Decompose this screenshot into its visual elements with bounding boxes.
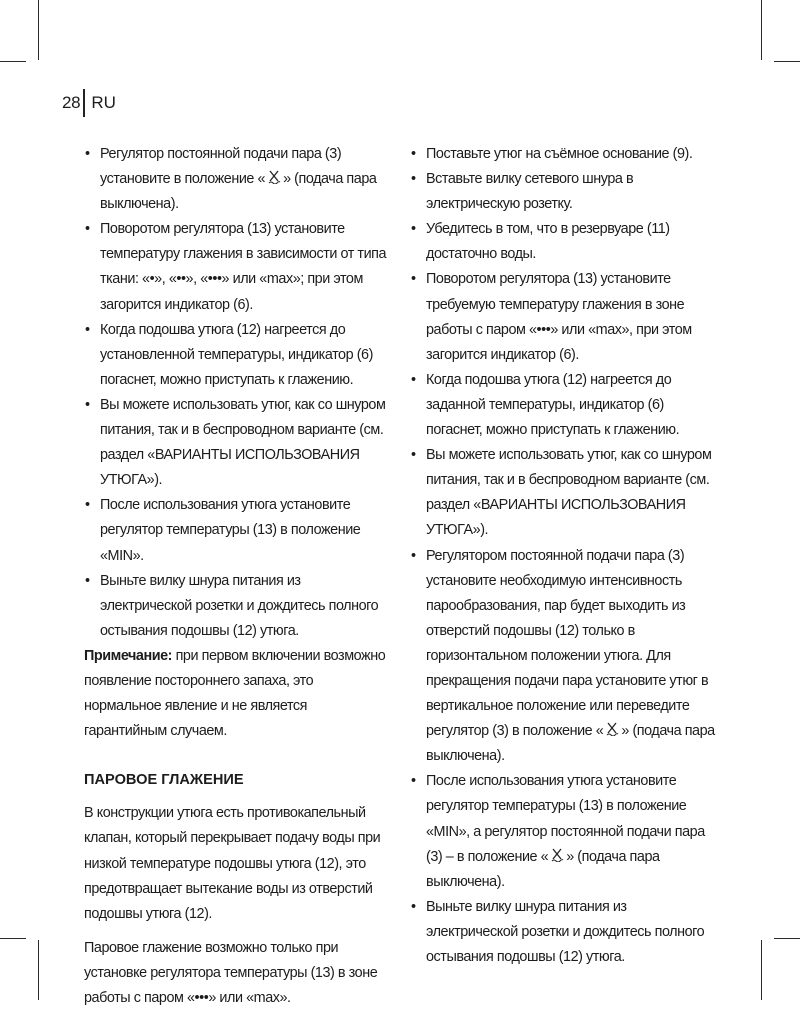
steam-paragraph-2: Паровое глажение возможно только при установке регулятора температуры (13) в зоне работы с паром «•••» или «max». [84,939,378,1006]
left-column [84,142,390,1020]
note-label: Примечание: [84,647,173,664]
bullet: • [85,572,90,589]
list-item [410,267,720,367]
list-item [410,769,720,894]
bullet: • [411,271,416,288]
steam-off-icon [550,848,564,862]
steam-off-icon [267,170,281,184]
item-text: Поворотом регулятора (13) установите требуемую температуру глажения в зоне работы с паром «•••» или «max», при этом загорится индикатор (6). [426,271,692,363]
item-text: » (подача пара выключена). [100,171,377,213]
list-item [84,569,390,644]
item-text: Выньте вилку шнура питания из электрической розетки и дождитесь полного остывания подошвы (12) утюга. [426,898,705,965]
item-text: После использования утюга установите регулятор температуры (13) в положение «MIN». [100,497,361,564]
page-header [62,88,116,118]
item-text: Вставьте вилку сетевого шнура в электрическую розетку. [426,171,634,213]
item-text: Когда подошва утюга (12) нагреется до заданной температуры, индикатор (6) погаснет, можно приступать к глажению. [426,371,680,439]
list-item [84,318,390,393]
bullet: • [85,321,90,338]
list-item [410,443,720,543]
bullet: • [411,221,416,238]
bullet: • [85,497,90,514]
crop-mark [0,938,26,939]
bullet: • [411,547,416,564]
item-text: Поворотом регулятора (13) установите температуру глажения в зависимости от типа ткани: «•», «••», «•••» или «max»; при этом загорится индикатор (6). [100,221,387,313]
item-text: Вы можете использовать утюг, как со шнуром питания, так и в беспроводном варианте (см. раздел «ВАРИАНТЫ ИСПОЛЬЗОВАНИЯ УТЮГА»). [426,447,712,539]
list-item [410,895,720,970]
list-item [410,167,720,217]
steam-off-icon [605,722,619,736]
item-text: Убедитесь в том, что в резервуаре (11) достаточно воды. [426,221,670,263]
item-text: Вы можете использовать утюг, как со шнуром питания, так и в беспроводном варианте (см. раздел «ВАРИАНТЫ ИСПОЛЬЗОВАНИЯ УТЮГА»). [100,396,386,489]
crop-mark [761,940,762,1000]
crop-mark [0,61,26,62]
item-text: Поставьте утюг на съёмное основание (9). [426,146,693,162]
page-number: 28 [62,93,81,112]
item-text: » (подача пара выключена). [426,848,660,890]
list-item [84,393,390,493]
crop-mark [774,938,800,939]
bullet: • [85,146,90,162]
item-text: » (подача пара выключена). [426,723,715,765]
item-text: Выньте вилку шнура питания из электрической розетки и дождитесь полного остывания подошвы (12) утюга. [100,572,379,639]
bullet: • [411,773,416,790]
language-code: RU [91,93,116,112]
bullet: • [411,898,416,915]
crop-mark [761,0,762,60]
right-bullet-list [410,142,720,970]
list-item [84,493,390,568]
bullet: • [85,396,90,413]
crop-mark [38,0,39,60]
bullet: • [411,371,416,388]
note [84,644,390,744]
right-column [410,142,720,970]
crop-mark [38,940,39,1000]
list-item [84,217,390,317]
bullet: • [85,221,90,238]
steam-paragraph-1: В конструкции утюга есть противокапельный клапан, который перекрывает подачу воды при низкой температуре подошвы утюга (12), это предотвращает вытекание воды из отверстий подошвы утюга (12). [84,805,381,922]
crop-mark [774,61,800,62]
item-text: Регулятор постоянной подачи пара (3) установите в положение « [100,146,342,188]
list-item [410,368,720,443]
section-title: ПАРОВОЕ ГЛАЖЕНИЕ [84,772,244,789]
header-divider [83,89,85,117]
list-item [410,544,720,770]
left-bullet-list [84,142,390,644]
bullet: • [411,171,416,188]
item-text: Регулятором постоянной подачи пара (3) установите необходимую интенсивность парообразования, пар будет выходить из отверстий подошвы (12) только в горизонтальном положении утюга. Для прекращения подачи пара установите утюг в вертикальное положение или переведите регулятор (3) в положение « [426,547,709,740]
note-text: при первом включении возможно появление постороннего запаха, это нормальное явление и не является гарантийным случаем. [84,647,386,740]
item-text: Когда подошва утюга (12) нагреется до установленной температуры, индикатор (6) погаснет, можно приступать к глажению. [100,321,373,388]
bullet: • [411,447,416,464]
list-item [410,142,720,167]
list-item [84,142,390,217]
bullet: • [411,146,416,162]
item-text: После использования утюга установите регулятор температуры (13) в положение «MIN», а регулятор постоянной подачи пара (3) – в положение « [426,773,705,865]
list-item [410,217,720,267]
